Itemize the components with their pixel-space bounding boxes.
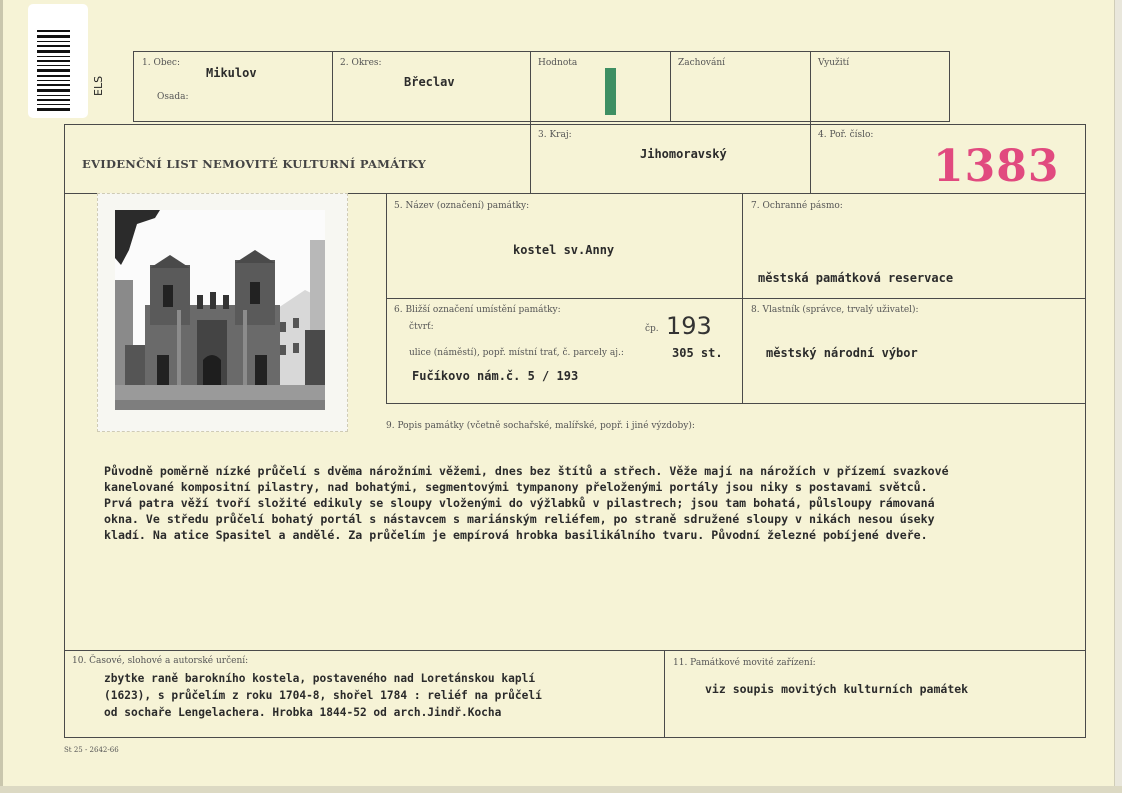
rule: [332, 51, 333, 122]
popis-line: okna. Ve středu průčelí bohatý portál s nástavcem s mariánským reliéfem, po straně sdružené sloupy v nikách nesou úseky: [104, 512, 935, 526]
zarizeni-value: viz soupis movitých kulturních památek: [705, 682, 969, 696]
vyuziti-label: Využití: [818, 58, 850, 68]
okres-value: Břeclav: [404, 75, 455, 89]
osada-label: Osada:: [157, 92, 189, 102]
umisteni-label: 6. Bližší označení umístění památky:: [394, 305, 561, 315]
rule: [64, 737, 1086, 738]
church-illustration: [115, 210, 325, 410]
hodnota-color-mark: [605, 68, 616, 115]
barcode-bar: [37, 69, 70, 72]
barcode-bar: [37, 65, 70, 66]
barcode-bar: [37, 30, 70, 32]
barcode-bar: [37, 84, 70, 86]
barcode-bar: [37, 89, 70, 92]
obec-label: 1. Obec:: [142, 58, 180, 68]
page-edge-left: [0, 0, 3, 793]
nazev-label: 5. Název (označení) památky:: [394, 201, 530, 211]
urceni-line: zbytke raně barokního kostela, postaveného nad Loretánskou kaplí: [104, 672, 536, 685]
por-cislo-value: 1383: [933, 141, 1060, 192]
cp-label: čp.: [645, 324, 659, 334]
barcode-bar: [37, 95, 70, 96]
rule: [133, 51, 950, 52]
rule: [64, 650, 1086, 651]
barcode-bar: [37, 35, 70, 38]
rule: [949, 51, 950, 122]
zarizeni-label: 11. Památkové movité zařízení:: [673, 658, 816, 668]
kraj-label: 3. Kraj:: [538, 130, 572, 140]
rule: [133, 121, 950, 122]
adresa-value: Fučíkovo nám.č. 5 / 193: [412, 369, 579, 383]
barcode-bar: [37, 108, 70, 111]
popis-line: Prvá patra věží tvoří složité edikuly se sloupy vloženými do výžlabků v pilastrech; jsou tam bohatá, půlsloupy rámovaná: [104, 496, 935, 510]
vlastnik-label: 8. Vlastník (správce, trvalý uživatel):: [751, 305, 919, 315]
vlastnik-value: městský národní výbor: [766, 346, 918, 360]
hodnota-label: Hodnota: [538, 58, 578, 68]
rule: [664, 650, 665, 738]
ochranne-pasmo-value: městská památková reservace: [758, 271, 954, 285]
rule: [530, 51, 531, 193]
urceni-line: (1623), s průčelím z roku 1704-8, shořel 1784 : reliéf na průčelí: [104, 689, 542, 702]
ulice-label: ulice (náměstí), popř. místní trať, č. parcely aj.:: [409, 348, 624, 358]
kraj-value: Jihomoravský: [640, 147, 727, 161]
popis-line: Původně poměrně nízké průčelí s dvěma nárožními věžemi, dnes bez štítů a střech. Věže mají na nárožích v přízemí svazkové: [104, 464, 949, 478]
barcode-bar: [37, 41, 70, 42]
okres-label: 2. Okres:: [340, 58, 382, 68]
popis-line: kladí. Na atice Spasitel a andělé. Za průčelím je empírová hrobka basilikálního tvaru. Původní železné pobíjené dveře.: [104, 528, 928, 542]
barcode-bar: [37, 50, 70, 53]
nazev-value: kostel sv.Anny: [513, 243, 615, 257]
footer-code: St 25 - 2642-66: [64, 746, 119, 754]
rule: [386, 403, 1086, 404]
barcode-bar: [37, 60, 70, 62]
urceni-line: od sochaře Lengelachera. Hrobka 1844-52 od arch.Jindř.Kocha: [104, 706, 502, 719]
cp-value: 193: [666, 312, 712, 340]
page-edge-bottom: [0, 786, 1122, 793]
popis-line: kanelované kompositní pilastry, nad bohatými, segmentovými tympanony přeloženými portály jsou niky s postavami světců.: [104, 480, 928, 494]
page-edge-right: [1114, 0, 1122, 793]
obec-value: Mikulov: [206, 66, 257, 80]
zachovani-label: Zachování: [678, 58, 725, 68]
rule: [64, 124, 1086, 125]
rule: [1085, 124, 1086, 738]
rule: [133, 51, 134, 122]
rule: [670, 51, 671, 122]
urceni-text: [104, 670, 542, 721]
barcode-bar: [37, 80, 70, 81]
barcode-text: ELS: [92, 75, 105, 96]
urceni-label: 10. Časové, slohové a autorské určení:: [72, 656, 249, 666]
parcela-value: 305 st.: [672, 346, 723, 360]
barcode-bar: [37, 75, 70, 77]
popis-text: [104, 463, 949, 543]
barcode-bar: [37, 56, 70, 57]
barcode-bar: [37, 104, 70, 105]
ochranne-pasmo-label: 7. Ochranné pásmo:: [751, 201, 843, 211]
barcode-sticker: [28, 4, 105, 118]
rule: [386, 298, 1086, 299]
rule: [64, 124, 65, 738]
barcode-bar: [37, 45, 70, 47]
popis-label: 9. Popis památky (včetně sochařské, malířské, popř. i jiné výzdoby):: [386, 421, 695, 431]
por-cislo-label: 4. Poř. číslo:: [818, 130, 874, 140]
ctvrt-label: čtvrť:: [409, 322, 434, 332]
rule: [810, 51, 811, 193]
church-photo: [115, 210, 325, 410]
form-title: EVIDENČNÍ LIST NEMOVITÉ KULTURNÍ PAMÁTKY: [82, 157, 427, 171]
barcode-bar: [37, 99, 70, 101]
